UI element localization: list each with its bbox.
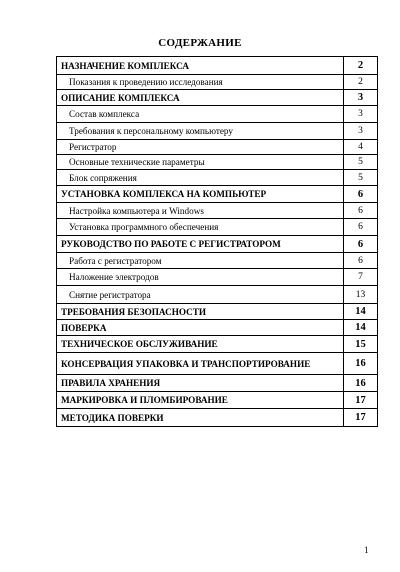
toc-entry-page: 2 [343,57,377,74]
toc-subsection-row[interactable] [57,123,377,140]
toc-entry-page: 2 [343,75,377,89]
toc-entry-page: 6 [343,236,377,252]
toc-entry-title: УСТАНОВКА КОМПЛЕКСА НА КОМПЬЮТЕР [61,189,267,199]
toc-entry-title: Основные технические параметры [69,157,205,167]
toc-section-row[interactable] [57,392,377,409]
toc-entry-title: Блок сопряжения [69,172,137,183]
page-number: 1 [364,545,369,555]
toc-entry-page: 4 [343,140,377,154]
toc-section-row[interactable] [57,336,377,353]
toc-entry-page: 5 [343,170,377,185]
toc-entry-page: 6 [343,203,377,218]
toc-entry-title: ОПИСАНИЕ КОМПЛЕКСА [61,92,180,103]
toc-entry-page: 3 [343,123,377,139]
page-title: СОДЕРЖАНИЕ [158,37,242,49]
toc-entry-title: Снятие регистратора [69,289,151,300]
toc-entry-page: 13 [343,286,377,303]
toc-entry-title: Регистратор [69,142,117,152]
toc-section-row[interactable] [57,320,377,336]
toc-entry-title: Состав комплекса [69,109,140,119]
toc-subsection-row[interactable] [57,269,377,286]
toc-entry-page: 5 [343,155,377,169]
toc-entry-title: Требования к персональному компьютеру [69,126,234,136]
toc-entry-title: Наложение электродов [69,272,159,282]
toc-entry-page: 17 [343,392,377,408]
toc-entry-title: КОНСЕРВАЦИЯ УПАКОВКА И ТРАНСПОРТИРОВАНИЕ [61,358,311,369]
toc-subsection-row[interactable] [57,253,377,269]
toc-entry-title: ТРЕБОВАНИЯ БЕЗОПАСНОСТИ [61,306,207,317]
toc-entry-page: 7 [343,269,377,285]
toc-entry-page: 3 [343,106,377,122]
toc-section-row[interactable] [57,90,377,106]
toc-entry-title: Настройка компьютера и Windows [69,205,204,216]
toc-subsection-row[interactable] [57,170,377,186]
toc-subsection-row[interactable] [57,106,377,123]
toc-entry-page: 15 [343,336,377,352]
toc-entry-page: 16 [343,353,377,374]
toc-entry-title: ПОВЕРКА [61,322,107,333]
toc-entry-page: 6 [343,219,377,235]
toc-subsection-row[interactable] [57,286,377,304]
toc-entry-page: 6 [343,253,377,268]
toc-entry-title: МАРКИРОВКА И ПЛОМБИРОВАНИЕ [61,395,228,405]
toc-section-row[interactable] [57,409,377,426]
toc-section-row[interactable] [57,186,377,203]
toc-entry-page: 3 [343,90,377,105]
toc-entry-page: 6 [343,186,377,202]
toc-subsection-row[interactable] [57,140,377,155]
toc-section-row[interactable] [57,353,377,375]
toc-entry-title: Установка программного обеспечения [69,222,219,232]
toc-subsection-row[interactable] [57,155,377,170]
toc-section-row[interactable] [57,304,377,320]
toc-entry-title: ПРАВИЛА ХРАНЕНИЯ [61,378,161,388]
toc-section-row[interactable] [57,375,377,392]
toc-entry-page: 16 [343,375,377,391]
table-of-contents [56,56,378,427]
toc-entry-title: Работа с регистратором [69,255,162,266]
toc-entry-title: НАЗНАЧЕНИЕ КОМПЛЕКСА [61,60,189,71]
toc-subsection-row[interactable] [57,75,377,90]
toc-section-row[interactable] [57,236,377,253]
toc-entry-page: 14 [343,320,377,335]
toc-entry-title: ТЕХНИЧЕСКОЕ ОБСЛУЖИВАНИЕ [61,339,218,349]
toc-entry-title: РУКОВОДСТВО ПО РАБОТЕ С РЕГИСТРАТОРОМ [61,239,281,249]
toc-subsection-row[interactable] [57,203,377,219]
toc-subsection-row[interactable] [57,219,377,236]
toc-entry-title: Показания к проведению исследования [69,77,223,87]
toc-entry-page: 17 [343,409,377,426]
toc-section-row[interactable] [57,57,377,75]
toc-entry-page: 14 [343,304,377,319]
toc-entry-title: МЕТОДИКА ПОВЕРКИ [61,412,164,423]
